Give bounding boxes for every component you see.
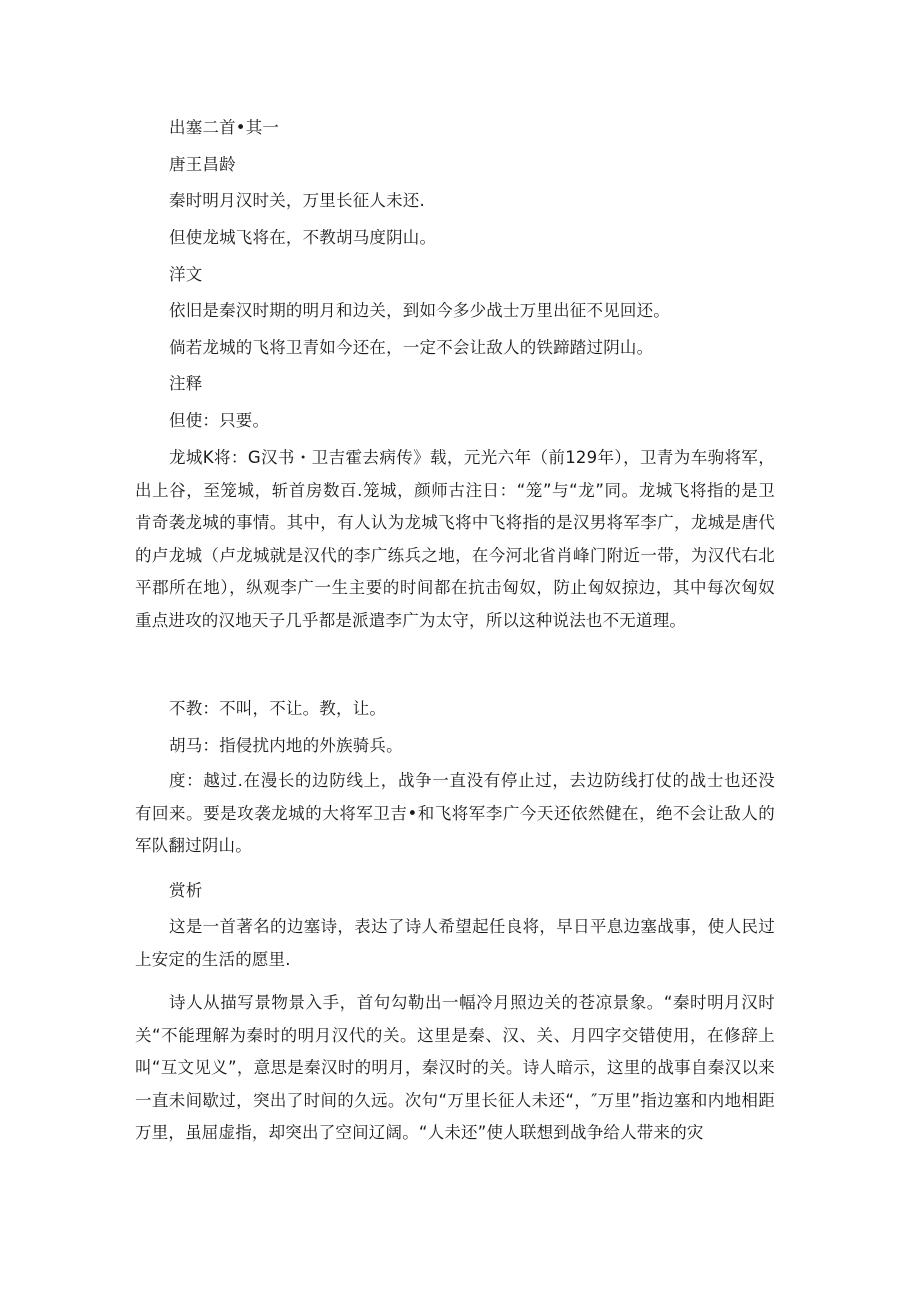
note-item: 胡马：指侵扰内地的外族骑兵。 xyxy=(169,736,403,755)
translation-line-1: 依旧是秦汉时期的明月和边关，到如今多少战士万里出征不见回还。 xyxy=(169,301,670,320)
translation-line-2: 倘若龙城的飞将卫青如今还在，一定不会让敌人的铁蹄踏过阴山。 xyxy=(169,338,654,357)
poem-title: 出塞二首•其一 xyxy=(169,118,280,137)
note-item: 龙城K将：G汉书・卫吉霍去病传》载，元光六年（前129年），卫青为车驹将军，出上谷，至笼城，斩首房数百.笼城，颜师古注日：“笼”与“龙”同。龙城飞将指的是卫肯奇袭龙城的事情。其中，有人认为龙城飞将中飞将指的是汉男将军李广，龙城是唐代的卢龙城（卢龙城就是汉代的李广练兵之地，在今河北省肖峰门附近一带，为汉代右北平郡所在地），纵观李广一生主要的时间都在抗击匈奴，防止匈奴掠边，其中每次匈奴重点进攻的汉地天子几乎都是派遣李广为太守，所以这种说法也不无道理。 xyxy=(135,448,775,630)
appreciation-heading: 赏析 xyxy=(169,881,203,900)
appreciation-paragraph: 这是一首著名的边塞诗，表达了诗人希望起任良将，早日平息边塞战事，使人民过上安定的生活的愿里. xyxy=(135,917,775,969)
note-item: 不教：不叫，不让。教，让。 xyxy=(169,699,387,718)
appreciation-paragraph: 诗人从描写景物景入手，首句勾勒出一幅冷月照边关的苍凉景象。“秦时明月汉时关“不能理解为秦时的明月汉代的关。这里是秦、汉、关、月四字交错使用，在修辞上叫“互文见义”，意思是秦汉时的明月，秦汉时的关。诗人暗示，这里的战事自秦汉以来一直未间歇过，突出了时间的久远。次句“万里长征人未还“，″万里”指边塞和内地相距万里，虽屈虚指，却突出了空间辽阔。“人未还”使人联想到战争给人带来的灾 xyxy=(135,993,775,1143)
poem-author: 唐王昌龄 xyxy=(169,155,236,174)
notes-heading: 注释 xyxy=(169,374,203,393)
poem-line-2: 但使龙城飞将在，不教胡马度阴山。 xyxy=(169,228,437,247)
note-item: 但使：只要。 xyxy=(169,411,270,430)
translation-heading: 洋文 xyxy=(169,265,203,284)
note-item: 度：越过.在漫长的边防线上，战争一直没有停止过，去边防线打仗的战士也还没有回来。要是攻袭龙城的大将军卫吉•和飞将军李广今天还依然健在，绝不会让敌人的军队翻过阴山。 xyxy=(135,771,775,856)
poem-line-1: 秦时明月汉时关，万里长征人未还. xyxy=(169,191,425,210)
